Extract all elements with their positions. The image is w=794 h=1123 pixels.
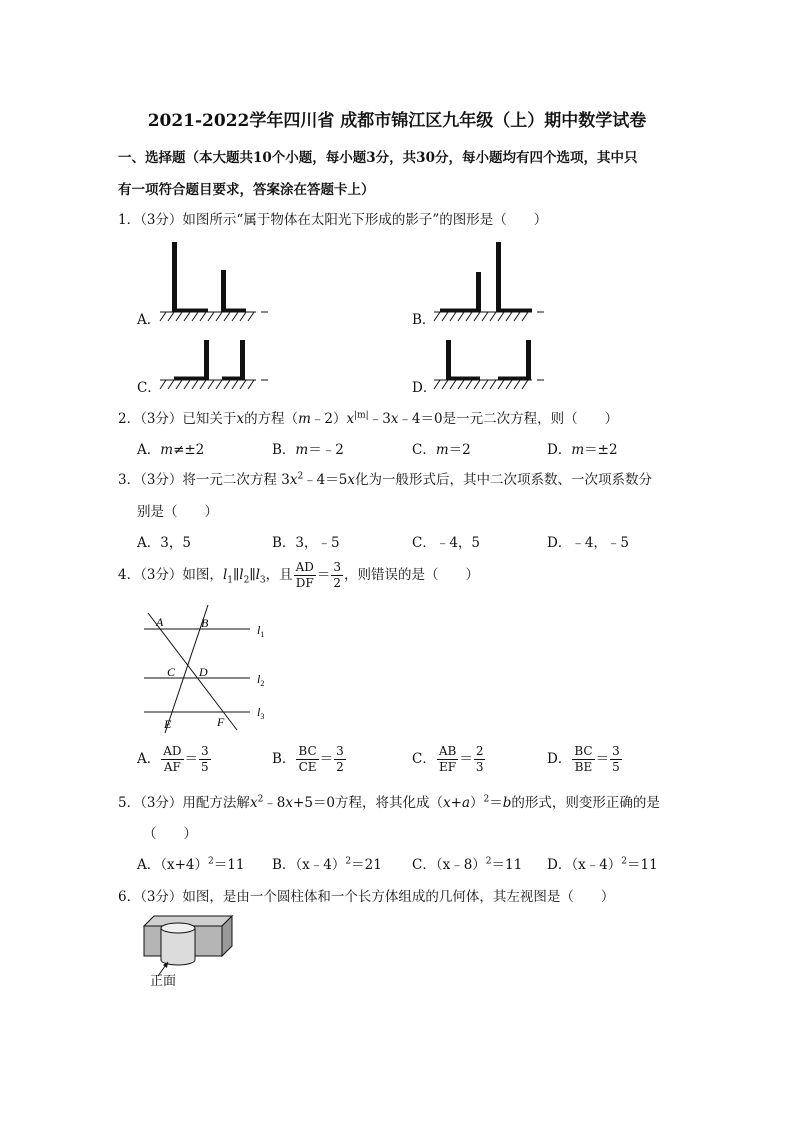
question-4-stem: 4．（3分）如图，$l_1\parallel l_2\parallel l_3$，且 $\frac{AD}{DF}$ ＝ $\frac{3}{2}$ ，则错误的是（ ） (118, 560, 480, 590)
stem-fraction-3-2: $\frac{3}{2}$ (333, 560, 342, 590)
question-5-stem: 5．（3分）用配方法解$x^2﹣8x+5=0$方程，将其化成$(x+a)^2=b$的形式，则变形正确的是 (118, 794, 660, 811)
point-a-label: A (156, 615, 164, 629)
point-e-label: E (164, 717, 172, 731)
q5-option-c: C．（x﹣8）$^2$＝11 (412, 856, 523, 873)
q1-option-d-figure (432, 338, 547, 390)
q2-option-b: B．m＝﹣2 (272, 442, 344, 458)
q4-option-a: A． $\frac{AD}{AF}$ ＝ $\frac{3}{5}$ (137, 744, 209, 774)
q4-parallel-lines-figure (140, 605, 280, 735)
q1-option-b-label: B． (412, 312, 436, 328)
q1-option-a-label: A． (137, 312, 161, 328)
line-l1-label: $l_1$ (257, 623, 265, 639)
question-3-stem-line2: 别是（ ） (137, 504, 218, 520)
point-c-label: C (167, 665, 176, 679)
q2-option-c: C．m＝2 (412, 442, 471, 458)
q1-option-c-label: C． (137, 380, 161, 396)
q4-option-c: C． $\frac{AB}{EF}$ ＝ $\frac{2}{3}$ (412, 744, 484, 774)
q3-option-b: B．3，﹣5 (272, 535, 340, 551)
line-l2-label: $l_2$ (257, 672, 265, 688)
point-d-label: D (199, 665, 208, 679)
q1-option-b-figure (432, 240, 547, 324)
question-6-stem: 6．（3分）如图，是由一个圆柱体和一个长方体组成的几何体，其左视图是（ ） (118, 889, 615, 905)
question-5-stem-line2: （ ） (143, 826, 197, 842)
question-1-stem: 1．（3分）如图所示“属于物体在太阳光下形成的影子”的图形是（ ） (118, 212, 548, 228)
q5-option-a: A．$(x+4)^2=11$ (137, 856, 245, 873)
q1-option-a-figure (158, 240, 273, 324)
front-view-label: 正面 (150, 974, 177, 989)
q2-option-a: A．m≠±2 (137, 442, 205, 458)
q2-option-d: D．m＝±2 (547, 442, 618, 458)
question-2-stem: 2．（3分）已知关于x的方程$(m﹣2)x^{|m|}﹣3x﹣4=0$是一元二次方程，则（ ） (118, 410, 619, 427)
stem-fraction-ad-df: $\frac{AD}{DF}$ (295, 560, 314, 590)
section-heading-line1: 一、选择题（本大题共10个小题，每小题3分，共30分，每小题均有四个选项，其中只 (118, 150, 638, 166)
q3-option-d: D．﹣4，﹣5 (547, 535, 630, 551)
q3-option-c: C．﹣4，5 (412, 535, 481, 551)
q4-option-b: B． $\frac{BC}{CE}$ ＝ $\frac{3}{2}$ (272, 744, 344, 774)
q3-option-a: A．3，5 (137, 535, 191, 551)
point-f-label: F (217, 715, 225, 729)
question-3-stem: 3．（3分）将一元二次方程 $3x^2﹣4=5x$化为一般形式后，其中二次项系数、一次项系数分 (118, 471, 652, 488)
section-heading-line2: 有一项符合题目要求，答案涂在答题卡上） (118, 182, 375, 198)
page-title: 2021-2022学年四川省 成都市锦江区九年级（上）期中数学试卷 (147, 111, 647, 131)
q5-option-b: B．（x﹣4）$^2$＝21 (272, 856, 382, 873)
line-l3-label: $l_3$ (257, 705, 265, 721)
point-b-label: B (201, 616, 209, 630)
q5-option-d: D．（x﹣4）$^2$＝11 (547, 856, 658, 873)
q1-option-c-figure (158, 338, 273, 390)
q4-option-d: D． $\frac{BC}{BE}$ ＝ $\frac{3}{5}$ (547, 744, 620, 774)
q1-option-d-label: D． (412, 380, 437, 396)
